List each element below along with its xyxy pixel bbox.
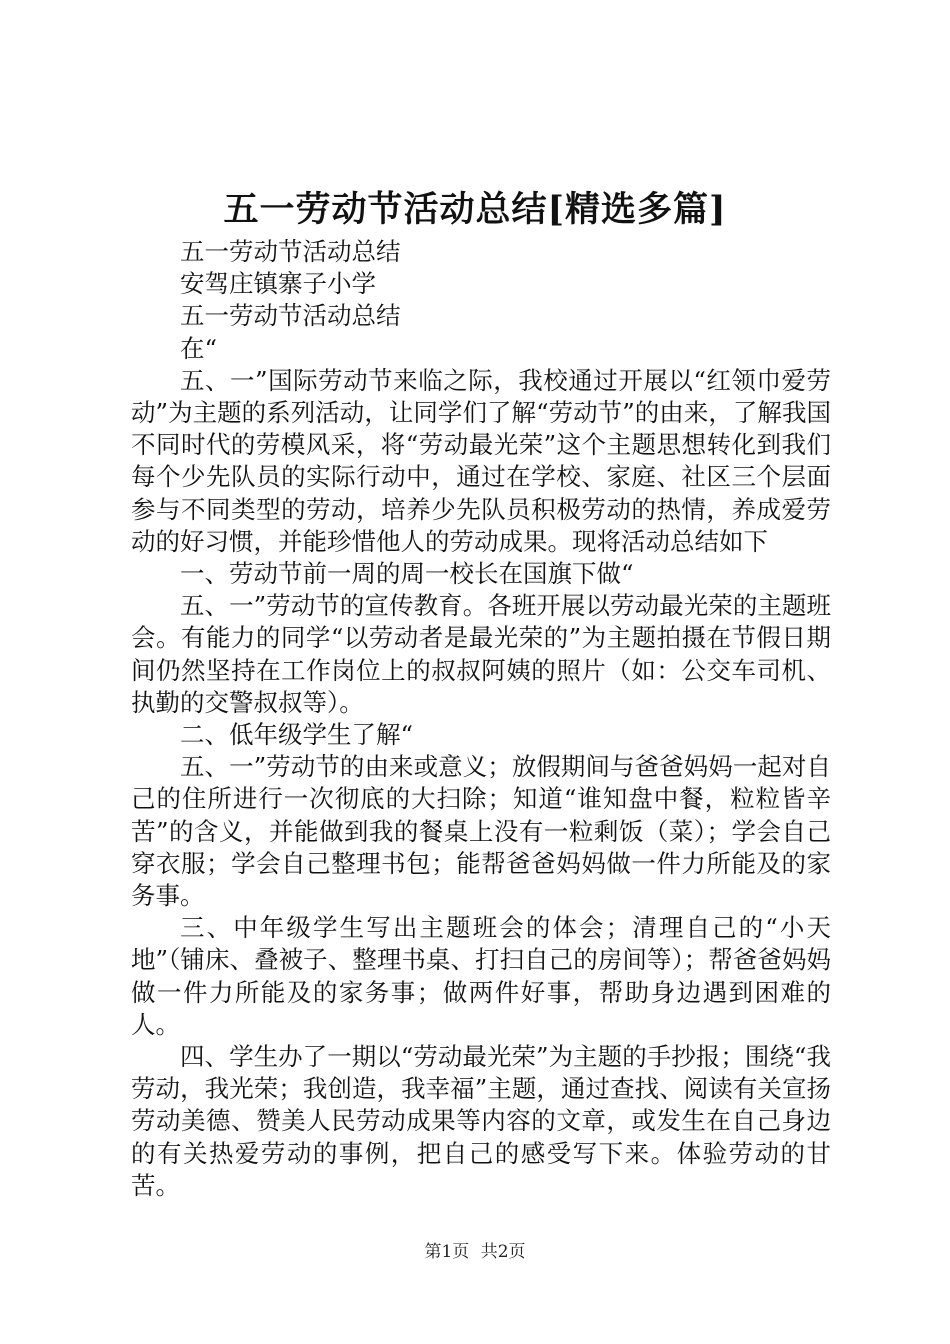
paragraph: 在“ — [180, 333, 218, 363]
paragraph: 二、低年级学生了解“ — [180, 720, 414, 750]
paragraph: 三、中年级学生写出主题班会的体会；清理自己的“小天地”（铺床、叠被子、整理书桌、打扫自己的房间等）；帮爸爸妈妈做一件力所能及的家务事；做两件好事，帮助身边遇到困难的人。 — [131, 913, 831, 1039]
page-total: 共2页 — [480, 1242, 526, 1262]
paragraph: 安驾庄镇寨子小学 — [180, 269, 376, 299]
paragraph: 五一劳动节活动总结 — [180, 237, 401, 266]
paragraph: 五、一”国际劳动节来临之际，我校通过开展以“红领巾爱劳动”为主题的系列活动，让同学们了解“劳动节”的由来，了解我国不同时代的劳模风采，将“劳动最光荣”这个主题思想转化到我们每个少先队员的实际行动中，通过在学校、家庭、社区三个层面参与不同类型的劳动，培养少先队员积极劳动的热情，养成爱劳动的好习惯，并能珍惜他人的劳动成果。现将活动总结如下 — [131, 365, 831, 556]
document-title: 五一劳动节活动总结[精选多篇] — [223, 189, 727, 230]
paragraph: 一、劳动节前一周的周一校长在国旗下做“ — [180, 559, 634, 589]
paragraph: 四、学生办了一期以“劳动最光荣”为主题的手抄报；围绕“我劳动，我光荣；我创造，我幸福”主题，通过查找、阅读有关宣扬劳动美德、赞美人民劳动成果等内容的文章，或发生在自己身边的有关热爱劳动的事例，把自己的感受写下来。体验劳动的甘苦。 — [131, 1042, 831, 1200]
page-footer — [0, 1240, 950, 1264]
page-number: 第1页 — [424, 1242, 470, 1262]
paragraph: 五、一”劳动节的由来或意义；放假期间与爸爸妈妈一起对自己的住所进行一次彻底的大扫除；知道“谁知盘中餐，粒粒皆辛苦”的含义，并能做到我的餐桌上没有一粒剩饭（菜）；学会自己穿衣服；学会自己整理书包；能帮爸爸妈妈做一件力所能及的家务事。 — [131, 752, 831, 911]
paragraph: 五、一”劳动节的宣传教育。各班开展以劳动最光荣的主题班会。有能力的同学“以劳动者是最光荣的”为主题拍摄在节假日期间仍然坚持在工作岗位上的叔叔阿姨的照片（如：公交车司机、执勤的交警叔叔等）。 — [131, 591, 831, 717]
document-body — [131, 236, 831, 1202]
paragraph: 五一劳动节活动总结 — [180, 301, 401, 331]
